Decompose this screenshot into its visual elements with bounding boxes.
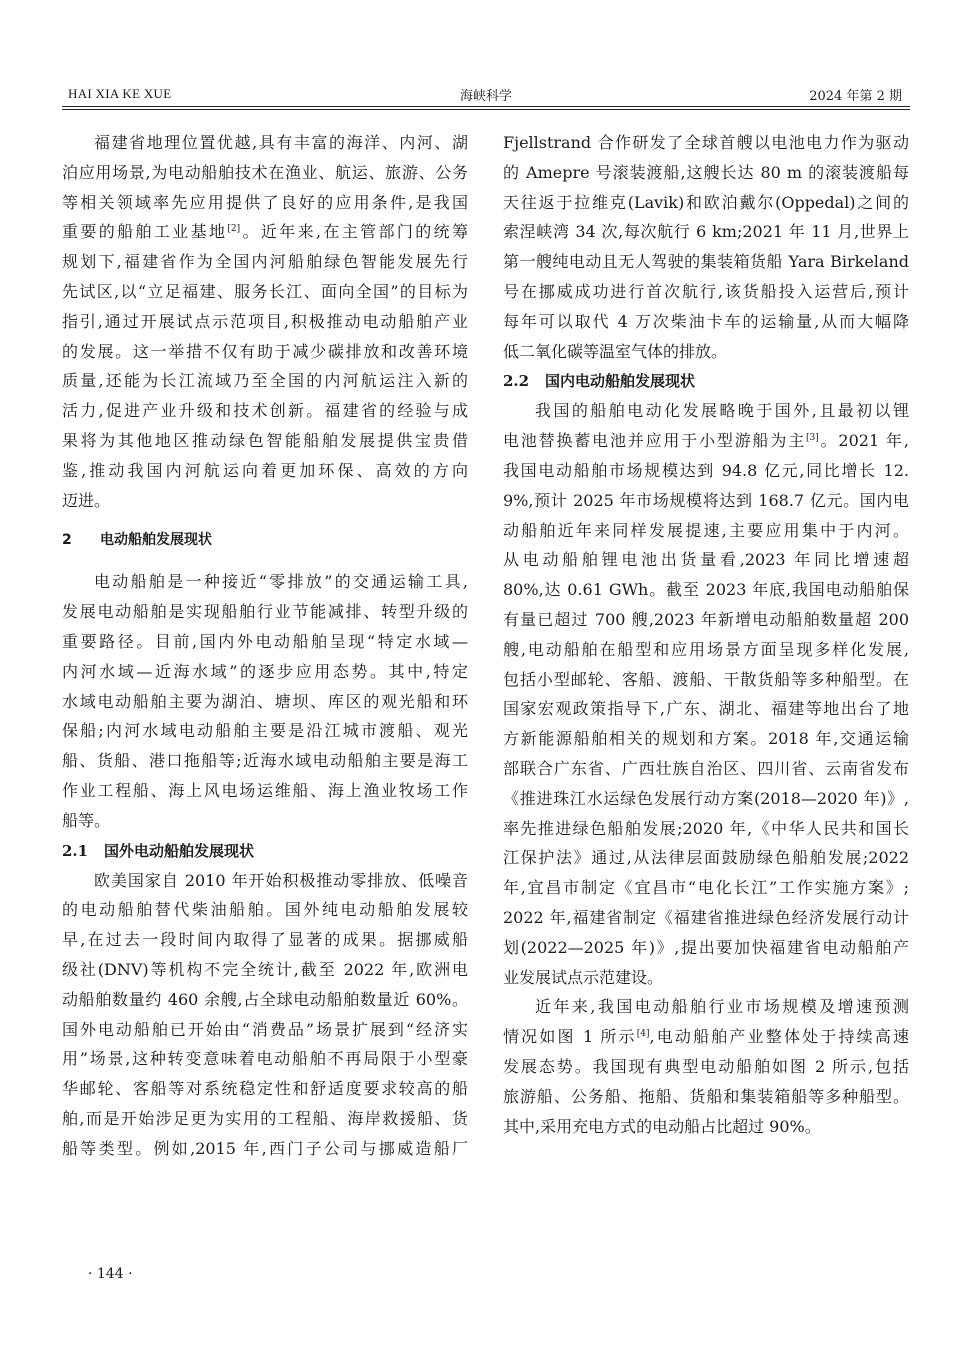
issue-label: 2024 年第 2 期 xyxy=(809,89,902,104)
text-line: 规划下,福建省作为全国内河船舶绿色智能发展先行 xyxy=(62,252,468,272)
section-heading xyxy=(503,366,909,396)
text-line: 水域电动船舶主要为湖泊、塘坝、库区的观光船和环 xyxy=(62,691,468,711)
text-line: 方新能源船舶相关的规划和方案。2018 年,交通运输 xyxy=(503,729,909,749)
text-line: 船等类型。例如,2015 年,西门子公司与挪威造船厂 xyxy=(62,1138,468,1158)
text-line: 用”场景,这种转变意味着电动船舶不再局限于小型豪 xyxy=(62,1049,468,1069)
left-column xyxy=(62,128,468,1164)
paragraph xyxy=(62,567,468,835)
text-line: 福建省地理位置优越,具有丰富的海洋、内河、湖 xyxy=(94,133,468,152)
text-line xyxy=(503,1022,909,1052)
text-line: 每年可以取代 4 万次柴油卡车的运输量,从而大幅降 xyxy=(503,311,909,331)
journal-name-pinyin: HAI XIA KE XUE xyxy=(68,86,172,101)
text-line: 国家宏观政策指导下,广东、湖北、福建等地出台了地 xyxy=(503,699,909,719)
text-line: 国外电动船舶已开始由“消费品”场景扩展到“经济实 xyxy=(62,1019,468,1039)
text-line: 鉴,推动我国内河航运向着更加环保、高效的方向 xyxy=(62,460,468,480)
text-line: 船、货船、港口拖船等;近海水域电动船舶主要是海工 xyxy=(62,751,468,771)
text-line: 华邮轮、客船等对系统稳定性和舒适度要求较高的船 xyxy=(62,1079,468,1099)
text-line: 舶,而是开始涉足更为实用的工程船、海岸救援船、货 xyxy=(62,1108,468,1128)
section-title: 电动船舶发展现状 xyxy=(100,532,212,549)
text-line: Fjellstrand 合作研发了全球首艘以电池电力作为驱动 xyxy=(503,133,909,152)
text-line: 作业工程船、海上风电场运维船、海上渔业牧场工作 xyxy=(62,780,468,800)
paragraph xyxy=(503,128,909,366)
right-column xyxy=(503,128,909,1141)
text-line: 先试区,以“立足福建、服务长江、面向全国”的目标为 xyxy=(62,281,468,301)
section-title: 国内电动船舶发展现状 xyxy=(545,372,696,391)
journal-name: 海峡科学 xyxy=(459,89,512,104)
running-header xyxy=(62,84,910,106)
text-line: 2022 年,福建省制定《福建省推进绿色经济发展行动计 xyxy=(503,907,909,927)
text-line: 年,宜昌市制定《宜昌市“电化长江”工作实施方案》; xyxy=(503,878,909,898)
citation-ref: [3] xyxy=(806,433,819,444)
text-segment: ,电动船舶产业整体处于持续高速 xyxy=(649,1027,909,1047)
paragraph xyxy=(62,128,468,515)
text-line xyxy=(503,426,909,456)
text-line: 发展态势。我国现有典型电动船舶如图 2 所示,包括 xyxy=(503,1056,909,1076)
text-line: 我国的船舶电动化发展略晚于国外,且最初以锂 xyxy=(535,401,909,421)
text-line: 欧美国家自 2010 年开始积极推动零排放、低噪音 xyxy=(94,870,468,890)
text-line: 从电动船舶锂电池出货量看,2023 年同比增速超 xyxy=(503,550,909,570)
section-heading xyxy=(62,525,468,555)
citation-ref: [4] xyxy=(636,1029,650,1040)
text-line: 电动船舶是一种接近“零排放”的交通运输工具, xyxy=(94,572,468,592)
text-segment: 电池替换蓄电池并应用于小型游船为主 xyxy=(503,431,807,451)
text-line: 艘,电动船舶在船型和应用场景方面呈现多样化发展, xyxy=(503,639,909,659)
section-title: 国外电动船舶发展现状 xyxy=(104,841,255,860)
text-line: 内河水域—近海水域”的逐步应用态势。其中,特定 xyxy=(62,661,468,681)
text-line: 天往返于拉维克(Lavik)和欧泊戴尔(Oppedal)之间的 xyxy=(503,192,909,212)
text-line: 保船;内河水域电动船舶主要是沿江城市渡船、观光 xyxy=(62,721,468,741)
text-line: 我国电动船舶市场规模达到 94.8 亿元,同比增长 12. xyxy=(503,460,909,480)
header-rule-top xyxy=(62,106,910,107)
text-line: 近年来,我国电动船舶行业市场规模及增速预测 xyxy=(535,997,909,1017)
text-line: 迈进。 xyxy=(62,490,111,510)
text-line: 重要路径。目前,国内外电动船舶呈现“特定水域— xyxy=(62,631,468,651)
text-line: 发展电动船舶是实现船舶行业节能减排、转型升级的 xyxy=(62,602,468,622)
text-line: 第一艘纯电动且无人驾驶的集装箱货船 Yara Birkeland xyxy=(503,252,909,272)
section-heading xyxy=(62,836,468,866)
text-segment: 情况如图 1 所示 xyxy=(503,1027,637,1047)
text-line: 动船舶近年来同样发展提速,主要应用集中于内河。 xyxy=(503,520,909,540)
text-line: 的发展。这一举措不仅有助于减少碳排放和改善环境 xyxy=(62,341,468,361)
text-segment: 。2021 年, xyxy=(818,431,909,451)
text-line: 果将为其他地区推动绿色智能船舶发展提供宝贵借 xyxy=(62,430,468,450)
text-line: 旅游船、公务船、拖船、货船和集装箱船等多种船型。 xyxy=(503,1086,909,1106)
text-line: 动船舶数量约 460 余艘,占全球电动船舶数量近 60%。 xyxy=(62,989,468,1009)
text-line: 号在挪威成功进行首次航行,该货船投入运营后,预计 xyxy=(503,281,909,301)
text-line: 活力,促进产业升级和技术创新。福建省的经验与成 xyxy=(62,401,468,421)
text-line: 质量,还能为长江流域乃至全国的内河航运注入新的 xyxy=(62,371,468,391)
text-line: 指引,通过开展试点示范项目,积极推动电动船舶产业 xyxy=(62,311,468,331)
citation-ref: [2] xyxy=(227,224,241,235)
text-line: 江保护法》通过,从法律层面鼓励绿色船舶发展;2022 xyxy=(503,848,909,868)
text-line: 包括小型邮轮、客船、渡船、干散货船等多种船型。在 xyxy=(503,669,909,689)
text-line: 《推进珠江水运绿色发展行动方案(2018—2020 年)》, xyxy=(503,788,909,808)
text-segment: 。近年来,在主管部门的统筹 xyxy=(240,222,468,242)
text-line: 业发展试点示范建设。 xyxy=(503,967,664,987)
text-line: 9%,预计 2025 年市场规模将达到 168.7 亿元。国内电 xyxy=(503,490,909,510)
paragraph xyxy=(503,992,909,1141)
text-line xyxy=(62,217,468,247)
section-number: 2.1 xyxy=(62,841,89,860)
text-line: 低二氧化碳等温室气体的排放。 xyxy=(503,341,728,361)
text-line: 的电动船舶替代柴油船舶。国外纯电动船舶发展较 xyxy=(62,900,468,920)
section-number: 2.2 xyxy=(503,372,530,391)
text-line: 的 Amepre 号滚装渡船,这艘长达 80 m 的滚装渡船每 xyxy=(503,162,909,182)
text-line: 级社(DNV)等机构不完全统计,截至 2022 年,欧洲电 xyxy=(62,959,468,979)
text-segment: 重要的船舶工业基地 xyxy=(62,222,228,242)
header-rule-bottom xyxy=(62,109,910,110)
text-line: 索涅峡湾 34 次,每次航行 6 km;2021 年 11 月,世界上 xyxy=(503,222,909,242)
page-number: · 144 · xyxy=(88,1266,133,1282)
text-line: 船等。 xyxy=(62,810,111,830)
paragraph xyxy=(503,396,909,992)
text-line: 部联合广东省、广西壮族自治区、四川省、云南省发布 xyxy=(503,758,909,778)
text-line: 泊应用场景,为电动船舶技术在渔业、航运、旅游、公务 xyxy=(62,162,468,182)
text-line: 80%,达 0.61 GWh。截至 2023 年底,我国电动船舶保 xyxy=(503,580,909,600)
text-line: 等相关领域率先应用提供了良好的应用条件,是我国 xyxy=(62,192,468,212)
text-line: 划(2022—2025 年)》,提出要加快福建省电动船舶产 xyxy=(503,937,909,957)
text-line: 有量已超过 700 艘,2023 年新增电动船舶数量超 200 xyxy=(503,609,909,629)
section-number: 2 xyxy=(62,532,72,549)
paragraph xyxy=(62,866,468,1164)
text-line: 其中,采用充电方式的电动船占比超过 90%。 xyxy=(503,1116,821,1136)
text-line: 率先推进绿色船舶发展;2020 年,《中华人民共和国长 xyxy=(503,818,909,838)
text-line: 早,在过去一段时间内取得了显著的成果。据挪威船 xyxy=(62,930,468,950)
